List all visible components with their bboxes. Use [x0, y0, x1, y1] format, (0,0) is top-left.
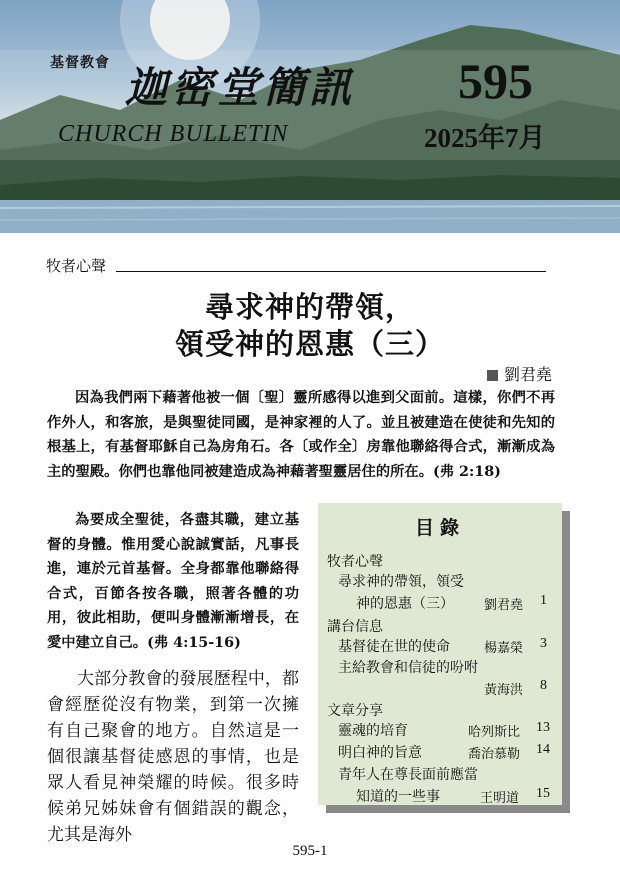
toc-item-page: 1	[540, 593, 547, 608]
toc-item-title: 尋求神的帶領，領受	[338, 574, 464, 590]
toc-item-page: 14	[536, 742, 550, 757]
article-title-line-2: 領受神的恩惠（三）	[174, 327, 445, 361]
toc-item-author: 劉君堯	[484, 598, 524, 613]
toc-item-page: 3	[540, 636, 547, 651]
issue-number: 595	[458, 53, 533, 109]
bulletin-title: 迦密堂簡訊	[125, 63, 356, 112]
toc-item-title: 明白神的旨意	[338, 745, 422, 761]
toc-section-heading: 講台信息	[327, 619, 383, 635]
issue-date: 2025年7月	[424, 123, 546, 153]
column-divider	[116, 271, 546, 272]
scripture-paragraph-2: 為要成全聖徒，各盡其職，建立基督的身體。惟用愛心說誠實話，凡事長進，連於元首基督。全身都靠他聯絡得合式，百節各按各職，照著各體的功用，彼此相助，便叫身體漸漸增長，在愛中建立自己。(弗 4:15-16)	[47, 512, 299, 651]
page-number: 595-1	[292, 843, 328, 859]
author-name: 劉君堯	[503, 365, 552, 384]
toc-item-title: 青年人在尊長面前應當	[338, 767, 478, 783]
toc-item-author: 哈列斯比	[468, 725, 521, 740]
toc-item-page: 8	[540, 678, 547, 693]
toc-item-author: 黃海洪	[484, 683, 524, 698]
toc-section-heading: 牧者心聲	[327, 554, 383, 570]
toc-item-author: 王明道	[480, 791, 520, 806]
article-title-line-1: 尋求神的帶領，	[204, 290, 415, 324]
toc-item-title: 靈魂的培育	[338, 723, 408, 739]
toc-item-author: 喬治慕勒	[468, 747, 521, 762]
square-bullet-icon	[487, 370, 498, 381]
toc-item-title: 基督徒在世的使命	[338, 639, 450, 655]
header-banner	[0, 0, 620, 233]
toc-section-heading: 文章分享	[327, 703, 383, 719]
church-name-small: 基督教會	[50, 55, 110, 71]
toc-title: 目錄	[414, 517, 465, 539]
body-paragraph: 大部分教會的發展歷程中，都會經歷從沒有物業，到第一次擁有自己聚會的地方。自然這是一個很讓基督徒感恩的事情，也是眾人看見神榮耀的時候。很多時候弟兄姊妹會有個錯誤的觀念，尤其是海外	[47, 669, 299, 845]
article-author	[487, 362, 552, 385]
column-label: 牧者心聲	[46, 257, 107, 275]
toc-item-author: 楊嘉榮	[484, 641, 524, 656]
toc-item-page: 15	[536, 786, 550, 801]
toc-item-title: 主給教會和信徒的吩咐	[338, 660, 478, 676]
bulletin-title-english: CHURCH BULLETIN	[58, 121, 289, 147]
toc-item-title-cont: 神的恩惠（三）	[356, 596, 454, 612]
table-of-contents	[318, 503, 562, 805]
scripture-paragraph-1: 因為我們兩下藉著他被一個〔聖〕靈所感得以進到父面前。這樣，你們不再作外人，和客旅，是與聖徒同國，是神家裡的人了。並且被建造在使徒和先知的根基上，有基督耶穌自己為房角石。各〔或作全〕房靠他聯絡得合式，漸漸成為主的聖殿。你們也靠他同被建造成為神藉著聖靈居住的所在。(弗 2:18)	[47, 390, 555, 480]
toc-item-title-cont: 知道的一些事	[356, 789, 440, 805]
toc-item-page: 13	[536, 720, 550, 735]
